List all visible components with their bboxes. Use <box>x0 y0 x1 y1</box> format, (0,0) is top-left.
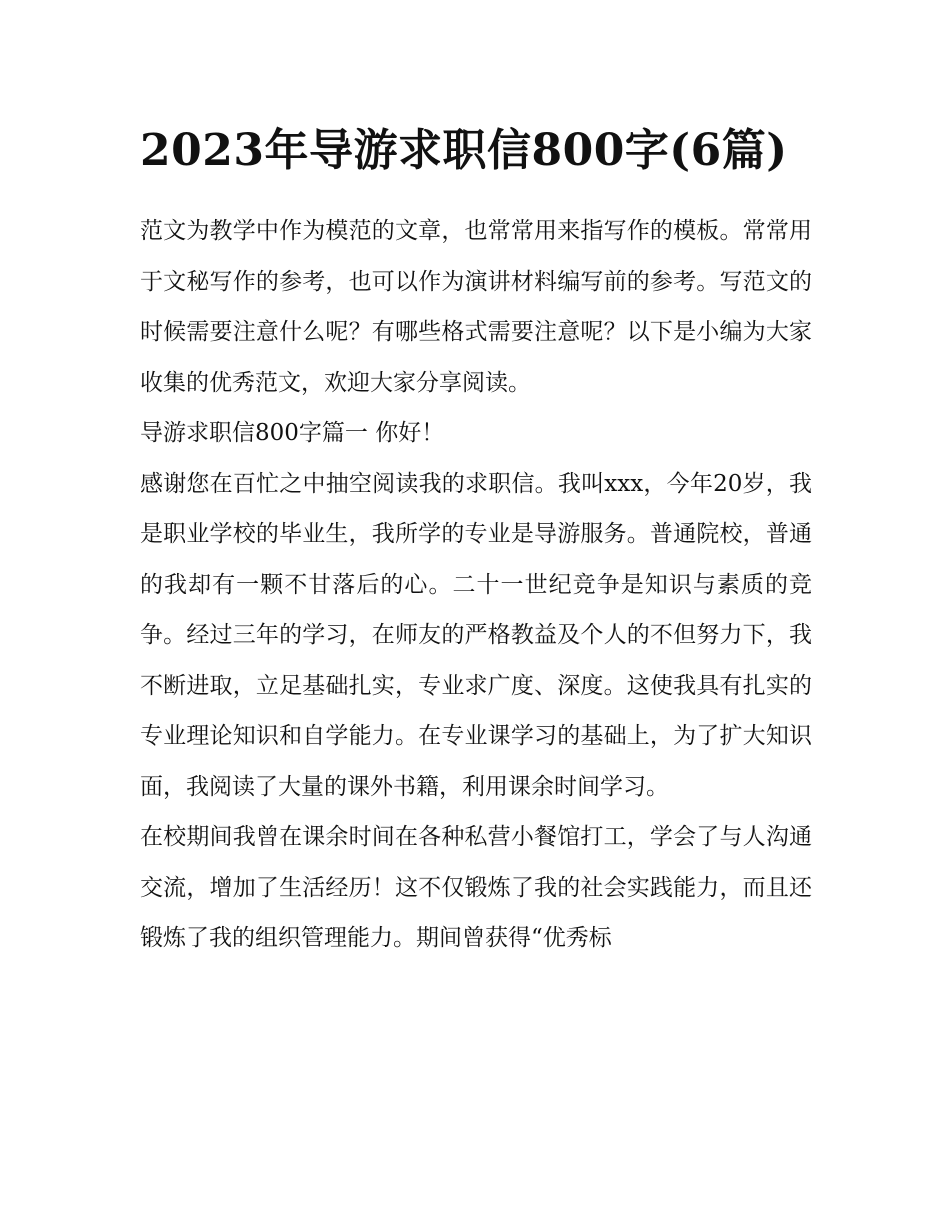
document-page <box>140 118 812 964</box>
letter-heading: 导游求职信800字篇一 你好！ <box>140 420 445 446</box>
body-paragraph: 感谢您在百忙之中抽空阅读我的求职信。我叫xxx，今年20岁，我是职业学校的毕业生，我所学的专业是导游服务。普通院校，普通的我却有一颗不甘落后的心。二十一世纪竞争是知识与素质的竞争。经过三年的学习，在师友的严格教益及个人的不但努力下，我不断进取，立足基础扎实，专业求广度、深度。这使我具有扎实的专业理论知识和自学能力。在专业课学习的基础上，为了扩大知识面，我阅读了大量的课外书籍，利用课余时间学习。 <box>140 470 812 800</box>
intro-paragraph: 范文为教学中作为模范的文章，也常常用来指写作的模板。常常用于文秘写作的参考，也可以作为演讲材料编写前的参考。写范文的时候需要注意什么呢？有哪些格式需要注意呢？以下是小编为大家收集的优秀范文，欢迎大家分享阅读。 <box>140 218 812 396</box>
document-title: 2023年导游求职信800字(6篇) <box>140 125 788 176</box>
body-paragraph: 在校期间我曾在课余时间在各种私营小餐馆打工，学会了与人沟通交流，增加了生活经历！这不仅锻炼了我的社会实践能力，而且还锻炼了我的组织管理能力。期间曾获得“优秀标 <box>140 824 812 951</box>
